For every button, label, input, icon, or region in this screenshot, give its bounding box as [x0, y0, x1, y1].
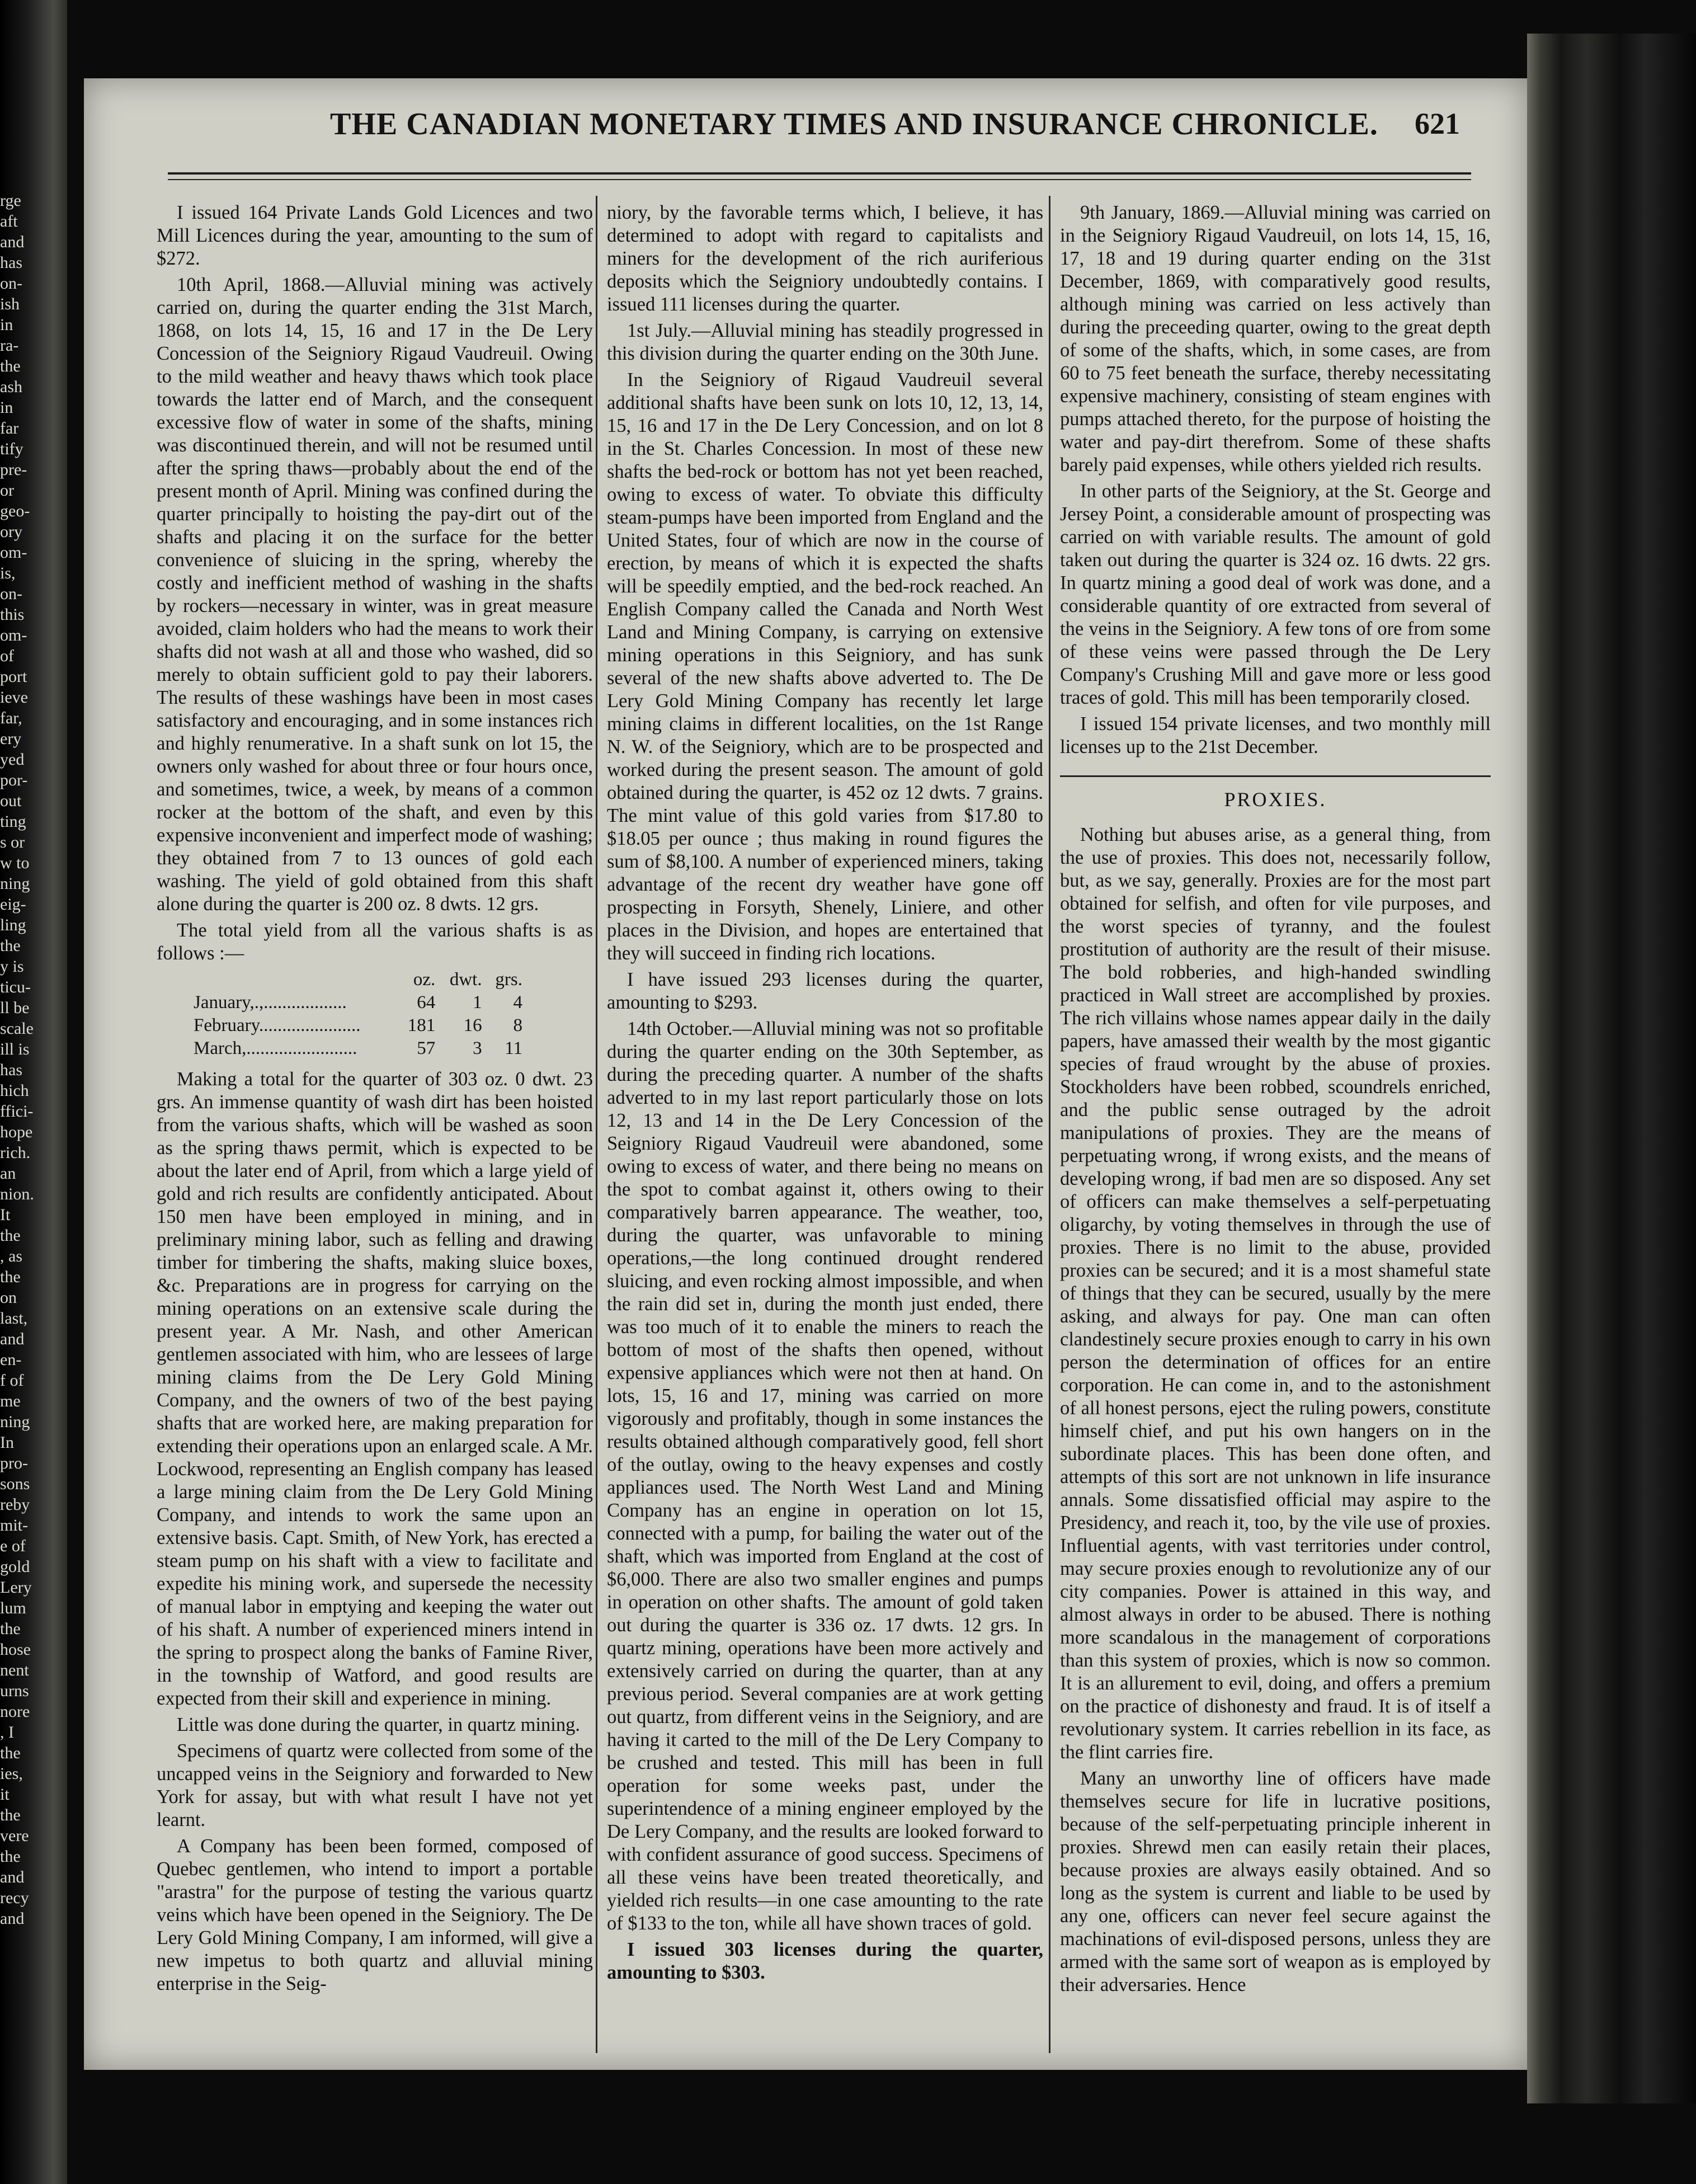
table-cell: 16 — [463, 1015, 482, 1035]
paragraph: I issued 164 Private Lands Gold Licences and two Mill Licences during the year, amounting to the sum of $272. — [157, 202, 593, 269]
table-header: grs. — [495, 969, 522, 990]
table-cell: February...................... — [194, 1015, 361, 1035]
paragraph: I issued 154 private licenses, and two monthly mill licenses up to the 21st December. — [1060, 713, 1491, 757]
table-header — [190, 968, 398, 991]
book-page-edges — [1527, 34, 1696, 2103]
article-title: PROXIES. — [1224, 788, 1327, 811]
table-row — [190, 1014, 526, 1037]
paragraph: Many an unworthy line of officers have made themselves secure for life in lucrative positions, because of the self-perpetuating principle inherent in proxies. Shrewd men can easily retain their places, because proxies are always easily obtained. And so long as the system is current and liable to be used by any one, officers can never feel secure against the machinations of evil-disposed persons, unless they are armed with the same sort of weapon as is employed by their adversaries. Hence — [1060, 1768, 1491, 1995]
table-cell: 64 — [417, 992, 436, 1013]
adjacent-page-edge — [0, 0, 67, 2184]
header-rule-thin — [168, 179, 1471, 180]
table-cell: 11 — [505, 1038, 522, 1058]
page-title: THE CANADIAN MONETARY TIMES AND INSURANCE CHRONICLE. — [330, 107, 1378, 142]
column-2 — [607, 201, 1043, 1988]
table-cell: 57 — [417, 1038, 436, 1058]
paragraph: I have issued 293 licenses during the quarter, amounting to $293. — [607, 969, 1043, 1013]
paragraph: I issued 303 licenses during the quarter, amounting to $303. — [607, 1939, 1043, 1983]
newspaper-page — [84, 78, 1527, 2070]
column-1 — [157, 201, 593, 1999]
paragraph: 10th April, 1868.—Alluvial mining was actively carried on, during the quarter ending the 31st March, 1868, on lots 14, 15, 16 and 17 in the De Lery Concession of the Seigniory Rigaud Vaudreuil. Owing to the mild weather and heavy thaws which took place towards the latter end of March, and the consequent excessive flow of water in some of the shafts, mining was discontinued therein, and will not be resumed until after the spring thaws—probably about the end of the present month of April. Mining was confined during the quarter principally to hoisting the pay-dirt out of the shafts and placing it on the surface for the better convenience of sluicing in the spring, whereby the costly and inefficient method of washing in the shafts by rockers—necessary in winter, was in great measure avoided, claim holders who had the means to work their shafts did not wash at all and those who washed, did so merely to obtain sufficient gold to pay their laborers. The results of these washings have been in most cases satisfactory and encouraging, and in some instances rich and highly renumerative. In a shaft sunk on lot 15, the owners only washed for about three or four hours once, and sometimes, twice, a week, by means of a common rocker at the bottom of the shaft, and even by this expensive inconvenient and imperfect mode of washing; they obtained from 7 to 13 ounces of gold each washing. The yield of gold obtained from this shaft alone during the quarter is 200 oz. 8 dwts. 12 grs. — [157, 274, 593, 915]
table-cell: 181 — [407, 1015, 436, 1035]
paragraph: In the Seigniory of Rigaud Vaudreuil several additional shafts have been sunk on lots 10, 12, 13, 14, 15, 16 and 17 in the De Lery Concession, and on lot 8 in the St. Charles Concession. In most of these new shafts the bed-rock or bottom has not yet been reached, owing to excess of water. To obviate this difficulty steam-pumps have been imported from England and the United States, four of which are now in the course of erection, by means of which it is expected the shafts will be speedily emptied, and the bed-rock reached. An English Company called the Canada and North West Land and Mining Company, is carrying on extensive mining operations in this Seigniory, and has sunk several of the new shafts above adverted to. The De Lery Gold Mining Company has recently let large mining claims in different localities, on the 1st Range N. W. of the Seigniory, which are to be prospected and worked during the present season. The amount of gold obtained during the quarter, is 452 oz 12 dwts. 7 grains. The mint value of this gold varies from $17.80 to $18.05 per ounce ; thus making in round figures the sum of $8,100. A number of experienced miners, taking advantage of the recent dry weather have gone off prospecting in Forsyth, Shenely, Liniere, and other places in the Division, and hopes are entertained that they will succeed in finding rich locations. — [607, 369, 1043, 964]
adjacent-page-text: rge aft and has on- ish in ra- the ash in far tify pre- or geo- ory om- is, on- this om- of port ieve far, ery yed por- out ting s or w to ning eig- ling the y is ticu- ll be scale ill is has hich ffici- hope rich. an nion. It the , as the on last, and en- f of me ning In pro- sons reby mit- e of gold Lery lum the hose nent urns nore , I the ies, it the vere the and recy and — [0, 191, 34, 1928]
paragraph: Specimens of quartz were collected from some of the uncapped veins in the Seigniory and forwarded to New York for assay, but with what result I have not yet learnt. — [157, 1740, 593, 1830]
paragraph: In other parts of the Seigniory, at the St. George and Jersey Point, a considerable amount of prospecting was carried on with variable results. The amount of gold taken out during the quarter is 324 oz. 16 dwts. 22 grs. In quartz mining a good deal of work was done, and a considerable quantity of ore extracted from several of the veins in the Seigniory. A few tons of ore from some of these veins were passed through the De Lery Company's Crushing Mill and gave more or less good traces of gold. This mill has been temporarily closed. — [1060, 481, 1491, 708]
table-cell: 3 — [473, 1038, 482, 1058]
paragraph: A Company has been been formed, composed of Quebec gentlemen, who intend to import a portable "arastra" for the purpose of testing the various quartz veins which have been opened in the Seigniory. The De Lery Gold Mining Company, I am informed, will give a new impetus to both quartz and alluvial mining enterprise in the Seig- — [157, 1835, 593, 1994]
table-cell: 1 — [473, 992, 482, 1013]
section-divider — [1060, 775, 1491, 777]
table-cell: January,.,.................. — [194, 992, 347, 1013]
header-rule — [168, 172, 1471, 175]
table-header: oz. — [413, 969, 436, 990]
gold-yield-table — [190, 968, 526, 1060]
table-cell: 8 — [513, 1015, 522, 1035]
table-cell: March,........................ — [194, 1038, 357, 1058]
paragraph: The total yield from all the various shafts is as follows :— — [157, 920, 593, 964]
paragraph: 14th October.—Alluvial mining was not so profitable during the quarter ending on the 30th September, as during the preceding quarter. A number of the shafts adverted to in my last report particularly those on lots 12, 13 and 14 in the De Lery Concession of the Seigniory Rigaud Vaudreuil were abandoned, some owing to excess of water, and there being no means on the spot to combat against it, others owing to their comparatively barren appearance. The weather, too, during the quarter, was unfavorable to mining operations,—the long continued drought rendered sluicing, and even rocking almost impossible, and when the rain did set in, during the month just ended, there was too much of it to enable the miners to reach the bottom of most of the shafts then opened, without expensive appliances which were not then at hand. On lots, 15, 16 and 17, mining was carried on more vigorously and profitably, though in some instances the results obtained although comparatively good, fell short of the outlay, owing to the heavy expenses and costly appliances used. The North West Land and Mining Company has an engine in operation on lot 15, connected with a pump, for bailing the water out of the shaft, which was imported from England at the cost of $6,000. There are also two smaller engines and pumps in operation on other shafts. The amount of gold taken out during the quarter is 336 oz. 17 dwts. 12 grs. In quartz mining, operations have been more actively and extensively carried on during the quarter, than at any previous period. Several companies are at work getting out quartz, from different veins in the Seigniory, and are having it carted to the mill of the De Lery Company to be crushed and tested. This mill has been in full operation for some weeks past, under the superintendence of a mining engineer employed by the De Lery Company, and the results are looked forward to with confident assurance of good success. Specimens of all these veins have been treated theoretically, and yielded rich results—in one case amounting to the rate of $133 to the ton, while all have shown traces of gold. — [607, 1018, 1043, 1934]
paragraph: niory, by the favorable terms which, I believe, it has determined to adopt with regard to capitalists and miners for the development of the rich auriferious deposits which the Seigniory undoubtedly contains. I issued 111 licenses during the quarter. — [607, 202, 1043, 315]
table-row — [190, 1037, 526, 1060]
column-3 — [1060, 201, 1491, 2000]
paragraph: 1st July.—Alluvial mining has steadily progressed in this division during the quarter ending on the 30th June. — [607, 320, 1043, 364]
page-number: 621 — [1415, 107, 1460, 140]
table-cell: 4 — [513, 992, 522, 1013]
paragraph: Making a total for the quarter of 303 oz. 0 dwt. 23 grs. An immense quantity of wash dirt has been hoisted from the various shafts, which will be washed as soon as the spring thaws permit, which is expected to be about the later end of April, from which a large yield of gold and rich results are confidently anticipated. About 150 men have been employed in mining, and in preliminary mining labor, such as felling and drawing timber for timbering the shafts, making sluice boxes, &c. Preparations are in progress for carrying on the mining operations on an extensive scale during the present year. A Mr. Nash, and other American gentlemen associated with him, who are lessees of large mining claims from the De Lery Gold Mining Company, and the owners of two of the best paying shafts that are worked here, are making preparation for extending their operations upon an enlarged scale. A Mr. Lockwood, representing an English company has leased a large mining claim from the De Lery Gold Mining Company, and intends to work the same upon an extensive basis. Capt. Smith, of New York, has erected a steam pump on his shaft with a view to facilitate and expedite his mining work, and supersede the necessity of manual labor in emptying and keeping the water out of his shaft. A number of experienced miners intend in the spring to prospect along the banks of Famine River, in the township of Watford, and good results are expected from their skill and experience in mining. — [157, 1069, 593, 1709]
paragraph: 9th January, 1869.—Alluvial mining was carried on in the Seigniory Rigaud Vaudreuil, on lots 14, 15, 16, 17, 18 and 19 during quarter ending on the 31st December, 1869, with comparatively good results, although mining was carried on less actively than during the preceeding quarter, owing to the great depth of some of the shafts, which, in some cases, are from 60 to 75 feet beneath the surface, thereby necessitating expensive machinery, consisting of steam engines with pumps attached thereto, for the purpose of hoisting the water and pay-dirt therefrom. Some of these shafts barely paid expenses, while others yielded rich results. — [1060, 202, 1491, 476]
table-header-row — [190, 968, 526, 991]
paragraph: Nothing but abuses arise, as a general thing, from the use of proxies. This does not, necessarily follow, but, as we say, generally. Proxies are for the most part obtained for selfish, and often for vile purposes, and the worst species of tyranny, and the foulest prostitution of authority are the result of their misuse. The bold robberies, and high-handed swindling practiced in Wall street are accomplished by proxies. The rich villains whose names appear daily in the daily papers, have amassed their wealth by the most gigantic species of fraud wrought by the abuse of proxies. Stockholders have been robbed, scoundrels enriched, and the public sense outraged by the adroit manipulations of proxies. They are the means of perpetuating wrong, if wrong exists, and the means of developing wrong, if bad men are so disposed. Any set of officers can make themselves a self-perpetuating oligarchy, by voting themselves in through the use of proxies. There is no limit to the abuse, provided proxies can be secured; and it is a most shameful state of things that they can be secured, usually by the mere asking, and always for pay. One man can often clandestinely secure proxies enough to carry in his own person the determination of offices for an entire corporation. He can come in, and to the astonishment of all honest persons, eject the ruling powers, constitute himself chief, and put his own hangers on in the subordinate places. This has been done often, and attempts of this sort are not unknown in life insurance annals. Some dissatisfied official may aspire to the Presidency, and reach it, too, by the vile use of proxies. Influential agents, with vast territories under control, may secure proxies enough to revolutionize any of our city companies. Power is attained in this way, and almost always in order to be abused. There is nothing more scandalous in the management of corporations than this system of proxies, which is now so common. It is an allurement to evil, doing, and offers a premium on the practice of dishonesty and fraud. It is of itself a revolutionary system. It carries rebellion in its face, as the flint carries fire. — [1060, 824, 1491, 1763]
column-divider — [1049, 196, 1050, 2053]
table-header: dwt. — [449, 969, 482, 990]
paragraph: Little was done during the quarter, in quartz mining. — [177, 1714, 581, 1735]
table-row — [190, 991, 526, 1014]
column-divider — [596, 196, 597, 2053]
page-header — [84, 106, 1527, 151]
